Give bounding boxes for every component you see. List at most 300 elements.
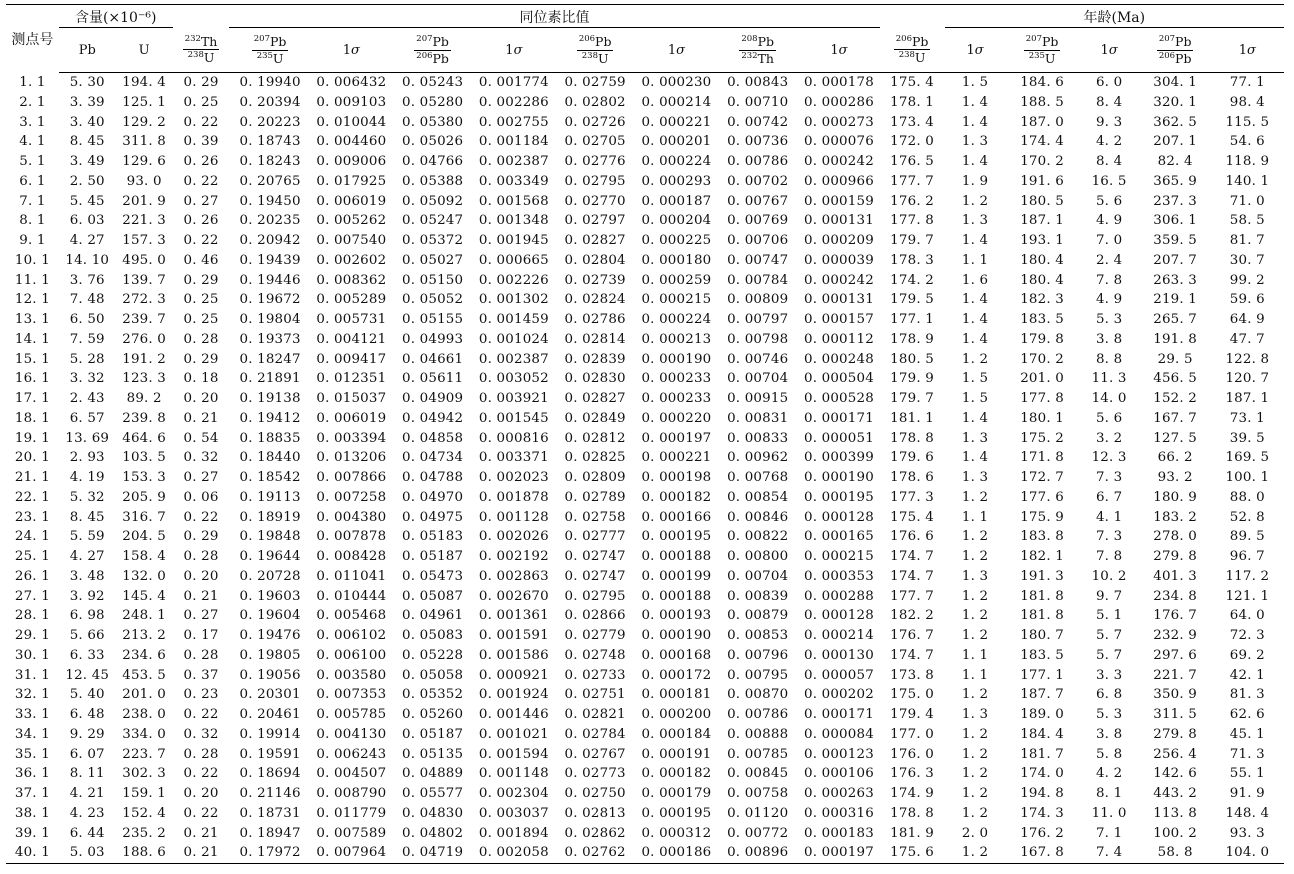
table-cell: 0. 19914 xyxy=(239,726,301,742)
table-cell: 234. 6 xyxy=(122,647,167,663)
table-cell: 104. 0 xyxy=(1211,843,1284,863)
table-cell: 191. 8 xyxy=(1153,331,1198,347)
table-body xyxy=(6,73,1284,864)
table-cell: 0. 20942 xyxy=(239,233,301,248)
table-cell: 180. 4 xyxy=(1020,272,1064,288)
table-cell: 0. 002755 xyxy=(478,114,549,130)
table-cell: 0. 05388 xyxy=(402,173,464,189)
table-cell: 181. 7 xyxy=(1020,746,1064,762)
table-cell: 0. 29 xyxy=(183,529,219,545)
table-cell: 0. 02759 xyxy=(564,75,626,90)
table-cell: 5. 45 xyxy=(69,193,105,209)
table-cell: 234. 8 xyxy=(1153,588,1198,604)
table-cell: 0. 007540 xyxy=(316,233,387,248)
table-cell: 191. 6 xyxy=(1020,173,1064,189)
table-cell: 311. 8 xyxy=(122,134,167,150)
table-cell: 177. 7 xyxy=(890,588,934,604)
point-id-cell: 40. 1 xyxy=(6,843,59,863)
table-cell: 1. 3 xyxy=(961,134,989,150)
table-cell: 127. 5 xyxy=(1153,430,1198,446)
table-cell: 238. 0 xyxy=(122,707,167,722)
point-id-cell: 24. 1 xyxy=(14,529,50,545)
table-cell: 177. 1 xyxy=(890,312,934,327)
table-row xyxy=(6,409,1284,429)
table-cell: 0. 05228 xyxy=(402,647,464,663)
table-cell: 278. 0 xyxy=(1153,529,1198,545)
table-cell: 183. 2 xyxy=(1153,509,1198,525)
point-id-cell: 29. 1 xyxy=(14,628,50,643)
table-cell: 0. 05280 xyxy=(402,94,464,110)
table-cell: 0. 000242 xyxy=(803,154,874,169)
table-cell: 5. 3 xyxy=(1095,707,1123,722)
table-cell: 0. 26 xyxy=(183,213,219,229)
point-id-cell: 23. 1 xyxy=(14,509,50,525)
table-cell: 0. 04961 xyxy=(402,608,464,624)
table-cell: 0. 007964 xyxy=(311,843,392,863)
table-cell: 175. 6 xyxy=(880,843,945,863)
table-cell: 0. 00786 xyxy=(727,707,789,722)
table-cell: 0. 18440 xyxy=(239,450,301,466)
header-age-group: 年龄(Ma) xyxy=(945,5,1284,28)
table-cell: 0. 26 xyxy=(183,154,219,169)
table-cell: 55. 1 xyxy=(1229,766,1265,782)
header-pb: Pb xyxy=(59,28,116,73)
table-cell: 7. 48 xyxy=(69,292,105,308)
table-cell: 1. 4 xyxy=(961,292,989,308)
table-cell: 179. 6 xyxy=(890,450,934,466)
table-cell: 178. 9 xyxy=(890,331,934,347)
table-row xyxy=(6,113,1284,133)
table-cell: 125. 1 xyxy=(122,94,167,110)
table-cell: 5. 6 xyxy=(1095,410,1123,426)
table-cell: 14. 10 xyxy=(65,252,110,268)
table-cell: 0. 02748 xyxy=(564,647,626,663)
table-cell: 0. 000183 xyxy=(803,825,874,841)
table-cell: 0. 19412 xyxy=(239,410,301,426)
table-cell: 0. 02813 xyxy=(564,805,626,821)
table-cell: 139. 7 xyxy=(122,272,167,288)
table-row xyxy=(6,271,1284,291)
table-cell: 0. 001302 xyxy=(478,292,549,308)
table-cell: 177. 7 xyxy=(890,173,934,189)
table-cell: 0. 04802 xyxy=(402,825,464,841)
table-cell: 7. 8 xyxy=(1095,272,1123,288)
table-cell: 0. 28 xyxy=(183,549,219,564)
table-cell: 0. 00809 xyxy=(727,292,789,308)
table-cell: 8. 11 xyxy=(69,766,105,782)
table-cell: 5. 28 xyxy=(69,351,105,367)
table-row xyxy=(6,488,1284,508)
table-cell: 0. 02747 xyxy=(564,549,626,564)
table-row xyxy=(6,192,1284,212)
table-row xyxy=(6,350,1284,370)
table-cell: 0. 000816 xyxy=(478,430,549,446)
point-id-cell: 37. 1 xyxy=(14,786,50,801)
table-cell: 177. 8 xyxy=(1020,391,1064,406)
table-cell: 0. 000191 xyxy=(641,746,712,762)
table-row xyxy=(6,310,1284,330)
table-cell: 0. 000242 xyxy=(803,272,874,288)
table-cell: 0. 001568 xyxy=(478,193,549,209)
table-cell: 189. 0 xyxy=(1020,707,1064,722)
table-cell: 71. 0 xyxy=(1229,193,1265,209)
table-row xyxy=(6,606,1284,626)
table-cell: 0. 05092 xyxy=(402,193,464,209)
table-cell: 140. 1 xyxy=(1225,173,1270,189)
table-cell: 0. 006019 xyxy=(316,410,387,426)
table-cell: 0. 000187 xyxy=(641,193,712,209)
point-id-cell: 18. 1 xyxy=(14,410,50,426)
table-cell: 7. 0 xyxy=(1095,233,1123,248)
table-cell: 0. 00879 xyxy=(727,608,789,624)
table-cell: 0. 000188 xyxy=(641,588,712,604)
table-cell: 0. 000248 xyxy=(803,351,874,367)
header-point-id: 测点号 xyxy=(11,31,54,48)
table-cell: 3. 32 xyxy=(69,371,105,387)
table-cell: 2. 43 xyxy=(69,391,105,406)
table-cell: 0. 27 xyxy=(183,470,219,485)
table-cell: 0. 000221 xyxy=(641,450,712,466)
table-cell: 1. 1 xyxy=(961,667,989,683)
table-cell: 14. 0 xyxy=(1091,391,1127,406)
table-cell: 169. 5 xyxy=(1225,450,1270,466)
table-cell: 173. 8 xyxy=(890,667,934,683)
table-cell: 0. 001924 xyxy=(478,687,549,703)
table-cell: 0. 002387 xyxy=(478,351,549,367)
table-cell: 176. 0 xyxy=(890,746,934,762)
table-cell: 0. 02726 xyxy=(564,114,626,130)
table-cell: 1. 2 xyxy=(945,843,1006,863)
table-cell: 0. 000220 xyxy=(641,410,712,426)
table-cell: 8. 4 xyxy=(1095,94,1123,110)
table-cell: 0. 004380 xyxy=(316,509,387,525)
table-cell: 182. 2 xyxy=(890,608,934,624)
table-cell: 183. 5 xyxy=(1020,312,1064,327)
point-id-cell: 27. 1 xyxy=(14,588,50,604)
table-cell: 183. 5 xyxy=(1020,647,1064,663)
header-th232-u238: $\frac{^{232}Th}{^{238}U}$ xyxy=(173,28,230,73)
table-cell: 239. 7 xyxy=(122,312,167,327)
table-cell: 350. 9 xyxy=(1153,687,1198,703)
table-cell: 1. 1 xyxy=(961,509,989,525)
table-cell: 0. 000190 xyxy=(641,351,712,367)
table-cell: 132. 0 xyxy=(122,568,167,584)
table-cell: 464. 6 xyxy=(122,430,167,446)
table-cell: 0. 29 xyxy=(183,75,219,90)
table-cell: 0. 05187 xyxy=(402,726,464,742)
table-cell: 0. 25 xyxy=(183,94,219,110)
table-cell: 0. 04889 xyxy=(402,766,464,782)
table-cell: 0. 19450 xyxy=(239,193,301,209)
table-cell: 178. 8 xyxy=(890,430,934,446)
table-cell: 1. 2 xyxy=(961,193,989,209)
table-cell: 0. 000131 xyxy=(803,292,874,308)
table-cell: 0. 000312 xyxy=(641,825,712,841)
point-id-cell: 5. 1 xyxy=(19,154,46,169)
table-cell: 0. 27 xyxy=(183,608,219,624)
table-cell: 0. 000190 xyxy=(641,628,712,643)
table-cell: 0. 006102 xyxy=(316,628,387,643)
table-cell: 122. 8 xyxy=(1225,351,1270,367)
table-cell: 0. 02862 xyxy=(564,825,626,841)
table-cell: 177. 8 xyxy=(890,213,934,229)
point-id-cell: 9. 1 xyxy=(19,233,46,248)
table-cell: 1. 2 xyxy=(961,687,989,703)
table-cell: 100. 1 xyxy=(1225,470,1270,485)
table-cell: 188. 6 xyxy=(116,843,173,863)
table-cell: 9. 3 xyxy=(1095,114,1123,130)
table-cell: 0. 002058 xyxy=(473,843,554,863)
table-cell: 0. 001184 xyxy=(478,134,549,150)
table-cell: 0. 006100 xyxy=(316,647,387,663)
table-cell: 0. 02786 xyxy=(564,312,626,327)
table-cell: 0. 04970 xyxy=(402,489,464,505)
table-cell: 1. 3 xyxy=(961,707,989,722)
point-id-cell: 8. 1 xyxy=(19,213,46,229)
table-cell: 13. 69 xyxy=(65,430,110,446)
table-cell: 0. 000288 xyxy=(803,588,874,604)
table-cell: 152. 4 xyxy=(122,805,167,821)
table-cell: 0. 05473 xyxy=(402,568,464,584)
table-cell: 0. 000165 xyxy=(803,529,874,545)
table-cell: 0. 05372 xyxy=(402,233,464,248)
table-cell: 0. 18542 xyxy=(239,470,301,485)
table-cell: 0. 001545 xyxy=(478,410,549,426)
table-cell: 0. 00769 xyxy=(727,213,789,229)
table-cell: 0. 000195 xyxy=(641,805,712,821)
table-cell: 0. 19439 xyxy=(239,252,301,268)
table-cell: 0. 00853 xyxy=(727,628,789,643)
table-cell: 0. 00704 xyxy=(727,568,789,584)
table-cell: 201. 0 xyxy=(122,687,167,703)
point-id-cell: 32. 1 xyxy=(14,687,50,703)
table-cell: 174. 7 xyxy=(890,647,934,663)
table-cell: 0. 001774 xyxy=(478,75,549,90)
table-cell: 0. 00846 xyxy=(727,509,789,525)
table-cell: 174. 4 xyxy=(1020,134,1064,150)
table-cell: 0. 003580 xyxy=(316,667,387,683)
table-cell: 0. 000076 xyxy=(803,134,874,150)
table-cell: 0. 04942 xyxy=(402,410,464,426)
table-cell: 0. 000180 xyxy=(641,252,712,268)
table-cell: 0. 02762 xyxy=(555,843,636,863)
header-one-sigma: 1σ xyxy=(636,28,717,73)
table-cell: 5. 6 xyxy=(1095,193,1123,209)
table-cell: 265. 7 xyxy=(1153,312,1198,327)
point-id-cell: 21. 1 xyxy=(14,470,50,485)
table-row xyxy=(6,330,1284,350)
table-row xyxy=(6,251,1284,271)
table-cell: 73. 1 xyxy=(1229,410,1265,426)
table-cell: 9. 29 xyxy=(69,726,105,742)
table-cell: 69. 2 xyxy=(1229,647,1265,663)
table-cell: 213. 2 xyxy=(122,628,167,643)
table-cell: 0. 000178 xyxy=(803,75,874,90)
table-cell: 1. 1 xyxy=(961,252,989,268)
table-cell: 82. 4 xyxy=(1157,154,1193,169)
table-row xyxy=(6,745,1284,765)
table-cell: 66. 2 xyxy=(1157,450,1193,466)
table-cell: 72. 3 xyxy=(1229,628,1265,643)
table-cell: 0. 000182 xyxy=(641,766,712,782)
table-cell: 4. 1 xyxy=(1095,509,1123,525)
table-cell: 8. 45 xyxy=(69,134,105,150)
table-row xyxy=(6,468,1284,488)
table-cell: 495. 0 xyxy=(122,252,167,268)
table-row xyxy=(6,666,1284,686)
table-cell: 7. 1 xyxy=(1095,825,1123,841)
table-cell: 0. 00747 xyxy=(727,252,789,268)
table-cell: 0. 00767 xyxy=(727,193,789,209)
table-cell: 5. 03 xyxy=(59,843,116,863)
table-cell: 0. 00784 xyxy=(727,272,789,288)
table-cell: 0. 000195 xyxy=(803,489,874,505)
table-cell: 178. 8 xyxy=(890,805,934,821)
table-cell: 0. 013206 xyxy=(316,450,387,466)
table-cell: 0. 000188 xyxy=(641,549,712,564)
table-cell: 177. 0 xyxy=(890,726,934,742)
point-id-cell: 10. 1 xyxy=(14,252,50,268)
table-cell: 175. 0 xyxy=(890,687,934,703)
table-cell: 0. 000665 xyxy=(478,252,549,268)
table-cell: 365. 9 xyxy=(1153,173,1198,189)
table-cell: 0. 000179 xyxy=(641,786,712,801)
table-cell: 5. 40 xyxy=(69,687,105,703)
table-cell: 0. 02809 xyxy=(564,470,626,485)
table-cell: 316. 7 xyxy=(122,509,167,525)
table-cell: 129. 2 xyxy=(122,114,167,130)
table-cell: 0. 000214 xyxy=(641,94,712,110)
table-cell: 0. 000128 xyxy=(803,509,874,525)
table-cell: 201. 9 xyxy=(122,193,167,209)
table-cell: 175. 4 xyxy=(890,75,934,90)
table-cell: 0. 05027 xyxy=(402,252,464,268)
point-id-cell: 25. 1 xyxy=(14,549,50,564)
table-cell: 0. 000353 xyxy=(803,568,874,584)
table-cell: 0. 22 xyxy=(183,805,219,821)
table-cell: 0. 000233 xyxy=(641,371,712,387)
table-cell: 0. 02770 xyxy=(564,193,626,209)
header-content-group: 含量(×10⁻⁶) xyxy=(59,5,173,28)
table-cell: 5. 32 xyxy=(69,489,105,505)
table-cell: 304. 1 xyxy=(1153,75,1198,90)
table-cell: 0. 20301 xyxy=(239,687,301,703)
table-cell: 194. 8 xyxy=(1020,786,1064,801)
table-cell: 0. 05083 xyxy=(402,628,464,643)
table-cell: 0. 007353 xyxy=(316,687,387,703)
table-row xyxy=(6,172,1284,192)
table-cell: 117. 2 xyxy=(1225,568,1270,584)
table-cell: 12. 45 xyxy=(65,667,110,683)
table-cell: 88. 0 xyxy=(1229,489,1265,505)
table-cell: 0. 003037 xyxy=(478,805,549,821)
table-cell: 180. 7 xyxy=(1020,628,1064,643)
table-cell: 0. 000084 xyxy=(803,726,874,742)
table-cell: 205. 9 xyxy=(122,489,167,505)
table-cell: 0. 19805 xyxy=(239,647,301,663)
table-cell: 45. 1 xyxy=(1229,726,1265,742)
table-cell: 1. 3 xyxy=(961,470,989,485)
table-row xyxy=(6,231,1284,251)
table-cell: 0. 000168 xyxy=(641,647,712,663)
table-cell: 2. 4 xyxy=(1095,252,1123,268)
header-one-sigma: 1σ xyxy=(1211,28,1284,73)
table-cell: 59. 6 xyxy=(1229,292,1265,308)
table-cell: 0. 19138 xyxy=(239,391,301,406)
table-cell: 221. 3 xyxy=(122,213,167,229)
table-cell: 0. 00800 xyxy=(727,549,789,564)
table-cell: 0. 54 xyxy=(183,430,219,446)
header-one-sigma: 1σ xyxy=(1079,28,1140,73)
table-cell: 3. 92 xyxy=(69,588,105,604)
table-cell: 0. 05352 xyxy=(402,687,464,703)
table-cell: 0. 005785 xyxy=(316,707,387,722)
table-cell: 0. 02750 xyxy=(564,786,626,801)
table-cell: 0. 02814 xyxy=(564,331,626,347)
table-cell: 81. 3 xyxy=(1229,687,1265,703)
table-cell: 0. 46 xyxy=(183,252,219,268)
point-id-cell: 1. 1 xyxy=(19,74,46,90)
table-cell: 1. 2 xyxy=(961,351,989,367)
table-cell: 0. 22 xyxy=(183,766,219,782)
header-age-pb206-u238: $\frac{^{206}Pb}{^{238}U}$ xyxy=(880,28,945,73)
table-cell: 0. 000130 xyxy=(803,647,874,663)
table-cell: 4. 23 xyxy=(69,805,105,821)
header-one-sigma: 1σ xyxy=(311,28,392,73)
table-cell: 0. 02866 xyxy=(564,608,626,624)
table-cell: 1. 3 xyxy=(961,430,989,446)
table-cell: 0. 05243 xyxy=(402,75,464,90)
table-cell: 172. 0 xyxy=(890,134,934,150)
table-cell: 0. 20765 xyxy=(239,173,301,189)
table-cell: 235. 2 xyxy=(122,825,167,841)
table-cell: 5. 66 xyxy=(69,628,105,643)
table-cell: 176. 2 xyxy=(1020,825,1064,841)
table-cell: 0. 05052 xyxy=(402,292,464,308)
table-cell: 0. 000186 xyxy=(636,843,717,863)
table-cell: 219. 1 xyxy=(1153,292,1198,308)
table-cell: 179. 5 xyxy=(890,292,934,308)
table-cell: 4. 9 xyxy=(1095,213,1123,229)
table-cell: 0. 000213 xyxy=(641,331,712,347)
table-cell: 0. 00831 xyxy=(727,410,789,426)
table-cell: 1. 5 xyxy=(961,371,989,387)
table-cell: 256. 4 xyxy=(1153,746,1198,762)
table-cell: 0. 05155 xyxy=(402,312,464,327)
table-row xyxy=(6,705,1284,725)
table-cell: 456. 5 xyxy=(1153,371,1198,387)
table-cell: 171. 8 xyxy=(1020,450,1064,466)
table-cell: 0. 000197 xyxy=(798,843,879,863)
table-row xyxy=(6,389,1284,409)
table-cell: 3. 8 xyxy=(1095,331,1123,347)
table-cell: 54. 6 xyxy=(1229,134,1265,150)
table-cell: 276. 0 xyxy=(122,331,167,347)
table-row xyxy=(6,685,1284,705)
table-cell: 0. 000190 xyxy=(803,470,874,485)
table-cell: 0. 05150 xyxy=(402,272,464,288)
table-row xyxy=(6,448,1284,468)
table-cell: 279. 8 xyxy=(1153,549,1198,564)
table-cell: 232. 9 xyxy=(1153,628,1198,643)
table-cell: 0. 19603 xyxy=(239,588,301,604)
table-cell: 0. 000221 xyxy=(641,114,712,130)
table-cell: 175. 9 xyxy=(1020,509,1064,525)
table-cell: 180. 5 xyxy=(890,351,934,367)
table-cell: 0. 20461 xyxy=(239,707,301,722)
table-cell: 0. 20 xyxy=(183,786,219,801)
table-cell: 0. 02802 xyxy=(564,94,626,110)
